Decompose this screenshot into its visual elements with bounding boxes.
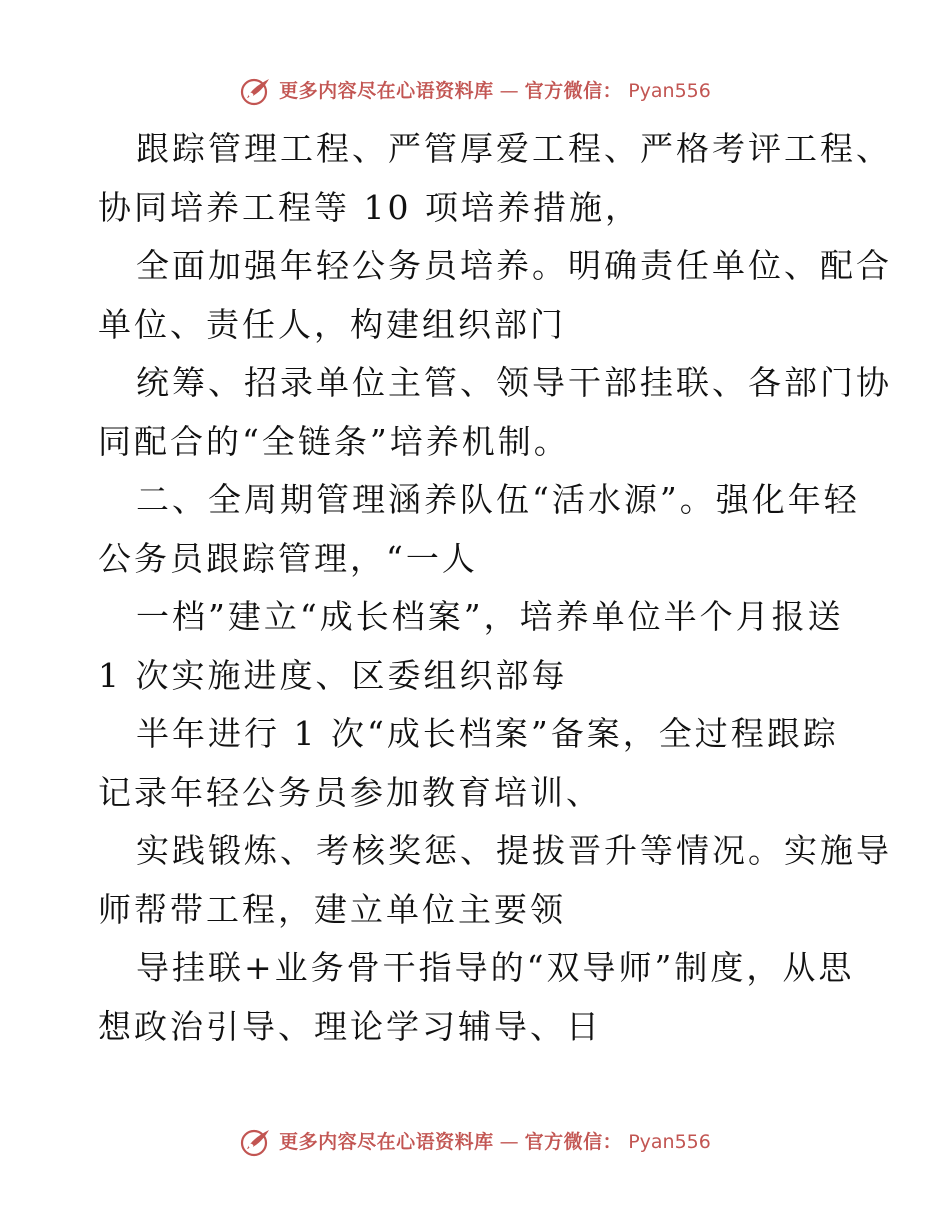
quill-pen-logo-icon — [239, 76, 273, 106]
text-line: 二、全周期管理涵养队伍“活水源”。强化年轻 — [136, 480, 860, 519]
watermark-main-text: 更多内容尽在心语资料库 — [279, 1131, 494, 1153]
watermark-wechat-id: Pyan556 — [628, 1131, 711, 1153]
text-line: 记录年轻公务员参加教育培训、 — [98, 772, 602, 812]
text-line: 公务员跟踪管理，“一人 — [98, 538, 478, 578]
watermark-official-label: 官方微信： — [524, 80, 623, 102]
quill-pen-logo-icon — [239, 1127, 273, 1157]
text-line: 1 次实施进度、区委组织部每 — [98, 655, 568, 695]
text-line: 跟踪管理工程、严管厚爱工程、严格考评工程、 — [136, 129, 892, 168]
watermark-official-label: 官方微信： — [524, 1131, 623, 1153]
text-line: 同配合的“全链条”培养机制。 — [98, 421, 570, 461]
text-line: 协同培养工程等 10 项培养措施， — [98, 187, 641, 227]
watermark-dash: — — [499, 1131, 519, 1153]
text-line: 统筹、招录单位主管、领导干部挂联、各部门协 — [136, 363, 892, 402]
watermark-main-text: 更多内容尽在心语资料库 — [279, 80, 494, 102]
text-line: 导挂联+业务骨干指导的“双导师”制度，从思 — [136, 948, 855, 987]
text-line: 一档”建立“成长档案”，培养单位半个月报送 — [136, 597, 844, 636]
footer-watermark — [0, 1127, 950, 1157]
text-line: 单位、责任人，构建组织部门 — [98, 304, 566, 344]
text-line: 实践锻炼、考核奖惩、提拔晋升等情况。实施导 — [136, 831, 892, 870]
text-line: 半年进行 1 次“成长档案”备案，全过程跟踪 — [136, 714, 839, 753]
watermark-dash: — — [499, 80, 519, 102]
watermark-wechat-id: Pyan556 — [628, 80, 711, 102]
text-line: 师帮带工程，建立单位主要领 — [98, 889, 566, 929]
document-body — [98, 120, 892, 1056]
text-line: 全面加强年轻公务员培养。明确责任单位、配合 — [136, 246, 892, 285]
header-watermark — [0, 76, 950, 106]
text-line: 想政治引导、理论学习辅导、日 — [98, 1006, 602, 1046]
